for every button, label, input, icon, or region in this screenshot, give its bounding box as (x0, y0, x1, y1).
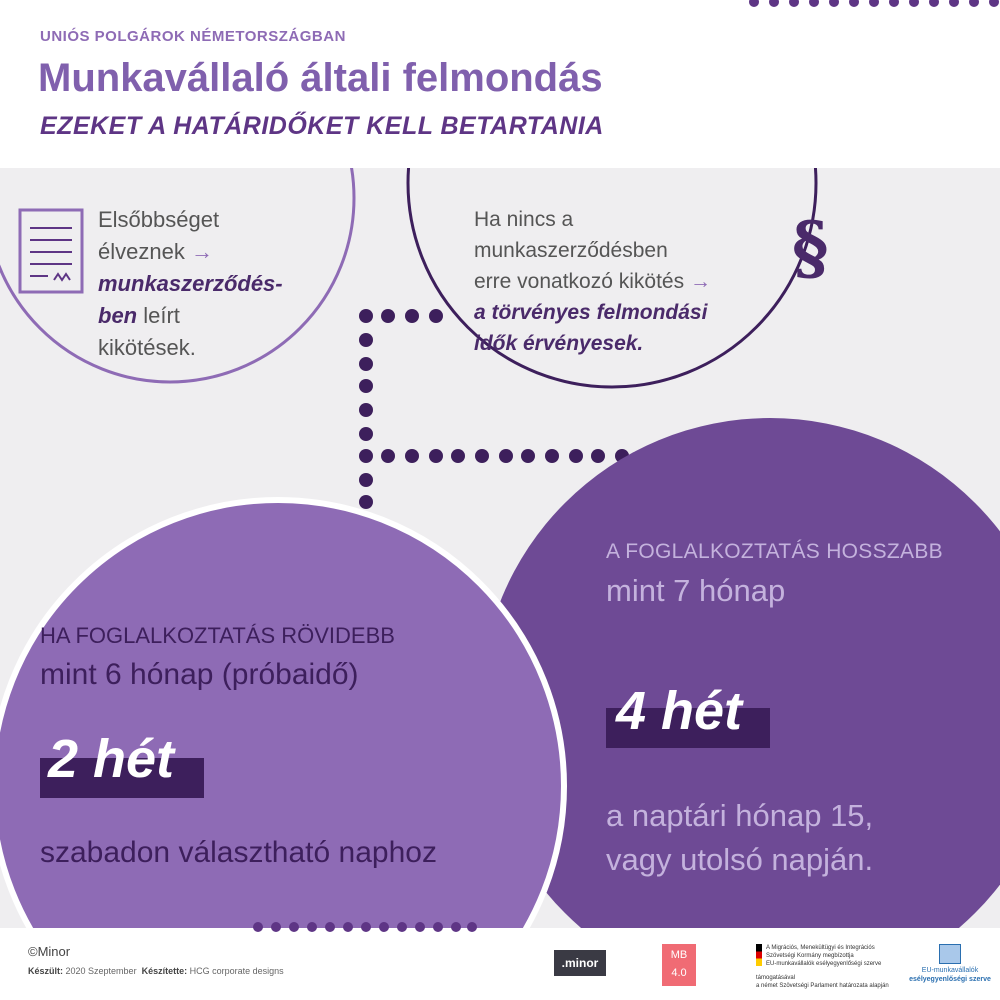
long-note-line-1: a naptári hónap 15, (606, 798, 874, 833)
top-dots-decoration (740, 0, 1000, 12)
short-period-value: 2 hét (48, 729, 175, 789)
federal-government-logo: A Migrációs, Menekültügyi és Integrációs Szövetségi Kormány megbízottja EU-munkavállalók esélyegyenlőségi szerve támogatásával a német Szövetségi Parlament határozata alapján (756, 945, 889, 989)
priority-info-text (98, 204, 283, 364)
paragraph-section-icon: § (792, 206, 829, 289)
long-employment-subheading: mint 7 hónap (606, 573, 786, 608)
priority-line-2: élveznek → (98, 239, 213, 264)
arrow-right-icon: → (190, 239, 213, 264)
statutory-info-text (474, 204, 711, 359)
minor-logo: .minor (554, 950, 606, 976)
mb40-logo: MB 4.0 (662, 944, 696, 986)
eu-workers-office-logo: EU-munkavállalók esélyegyenlőségi szerve (902, 944, 998, 984)
page-subtitle: EZEKET A HATÁRIDŐKET KELL BETARTANIA (40, 112, 604, 140)
priority-line-4: ben leírt (98, 303, 180, 328)
long-employment-heading: A FOGLALKOZTATÁS HOSSZABB (606, 540, 943, 563)
content-area (0, 168, 1000, 928)
german-flag-icon (756, 944, 762, 966)
priority-line-5: kikötések. (98, 335, 196, 360)
priority-line-3: munkaszerződés- (98, 271, 283, 296)
long-note-line-2: vagy utolsó napján. (606, 842, 874, 877)
short-employment-note: szabadon választható naphoz (40, 836, 437, 869)
header-kicker: UNIÓS POLGÁROK NÉMETORSZÁGBAN (40, 28, 346, 45)
contract-document-icon (18, 208, 86, 294)
arrow-right-icon: → (689, 270, 711, 293)
credits: Készült: 2020 Szeptember Készítette: HCG corporate designs (28, 966, 284, 976)
short-employment-subheading: mint 6 hónap (próbaidő) (40, 658, 359, 691)
short-employment-heading: HA FOGLALKOZTATÁS RÖVIDEBB (40, 623, 395, 648)
priority-line-1: Elsőbbséget (98, 207, 220, 232)
statutory-line-4: a törvényes felmondási (474, 301, 708, 324)
long-employment-note (606, 794, 873, 882)
statutory-line-3: erre vonatkozó kikötés → (474, 270, 711, 293)
long-period-value: 4 hét (616, 681, 743, 741)
statutory-line-2: munkaszerződésben (474, 239, 668, 262)
copyright: ©Minor (28, 944, 71, 959)
bottom-dots-decoration (250, 920, 480, 934)
statutory-line-5: idők érvényesek. (474, 332, 644, 355)
page-title: Munkavállaló általi felmondás (38, 56, 603, 100)
statutory-line-1: Ha nincs a (474, 208, 574, 231)
eu-office-icon (939, 944, 961, 964)
